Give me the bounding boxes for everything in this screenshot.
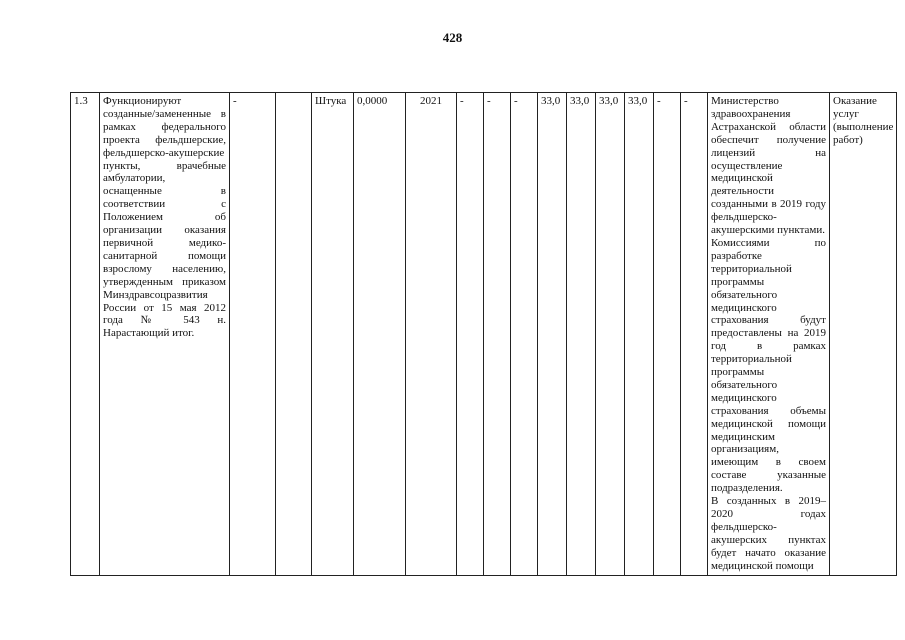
value-cell: 33,0 [567, 93, 596, 576]
responsible-paragraph: Комиссиями по разработке территориальной программы обязательного медицинского страхования будут предоставлены на 2019 год в рамках территориальной программы обязательного медицинского страхования объемы медицинской помощи медицинским организациям, имеющим в своем составе указанные подразделения. [711, 236, 826, 495]
cell-dash: - [484, 93, 511, 576]
cell-dash: - [230, 93, 276, 576]
responsible-paragraph: В созданных в 2019–2020 годах фельдшерско-акушерских пунктах будет начато оказание медицинской помощи [711, 495, 826, 572]
indicator-description: Функционируют созданные/замененные в рамках федерального проекта фельдшерские, фельдшерско-акушерские пункты, врачебные амбулатории, оснащенные в соответствии с Положением об организации оказания первичной медико-санитарной помощи взрослому населению, утвержденным приказом Минздравсоцразвития России от 15 мая 2012 года № 543 н. Нарастающий итог. [100, 93, 230, 576]
value-cell: 33,0 [625, 93, 654, 576]
unit-cell: Штука [312, 93, 354, 576]
base-year-cell: 2021 [406, 93, 457, 576]
value-cell: 33,0 [538, 93, 567, 576]
page-number: 428 [442, 30, 463, 45]
responsible-paragraph: Министерство здравоохранения Астраханской области обеспечит получение лицензий на осуществление медицинской деятельности созданными в 2019 году фельдшерско-акушерскими пунктами. [711, 95, 826, 237]
value-cell: 33,0 [596, 93, 625, 576]
cell-dash: - [654, 93, 681, 576]
result-type-cell: Оказание услуг (выполнение работ) [830, 93, 897, 576]
base-value-cell: 0,0000 [354, 93, 406, 576]
row-number: 1.3 [71, 93, 100, 576]
cell-dash: - [457, 93, 484, 576]
cell-empty [276, 93, 312, 576]
indicator-table [70, 92, 897, 576]
cell-dash: - [681, 93, 708, 576]
cell-dash: - [511, 93, 538, 576]
responsible-cell [708, 93, 830, 576]
table-row [71, 93, 897, 576]
